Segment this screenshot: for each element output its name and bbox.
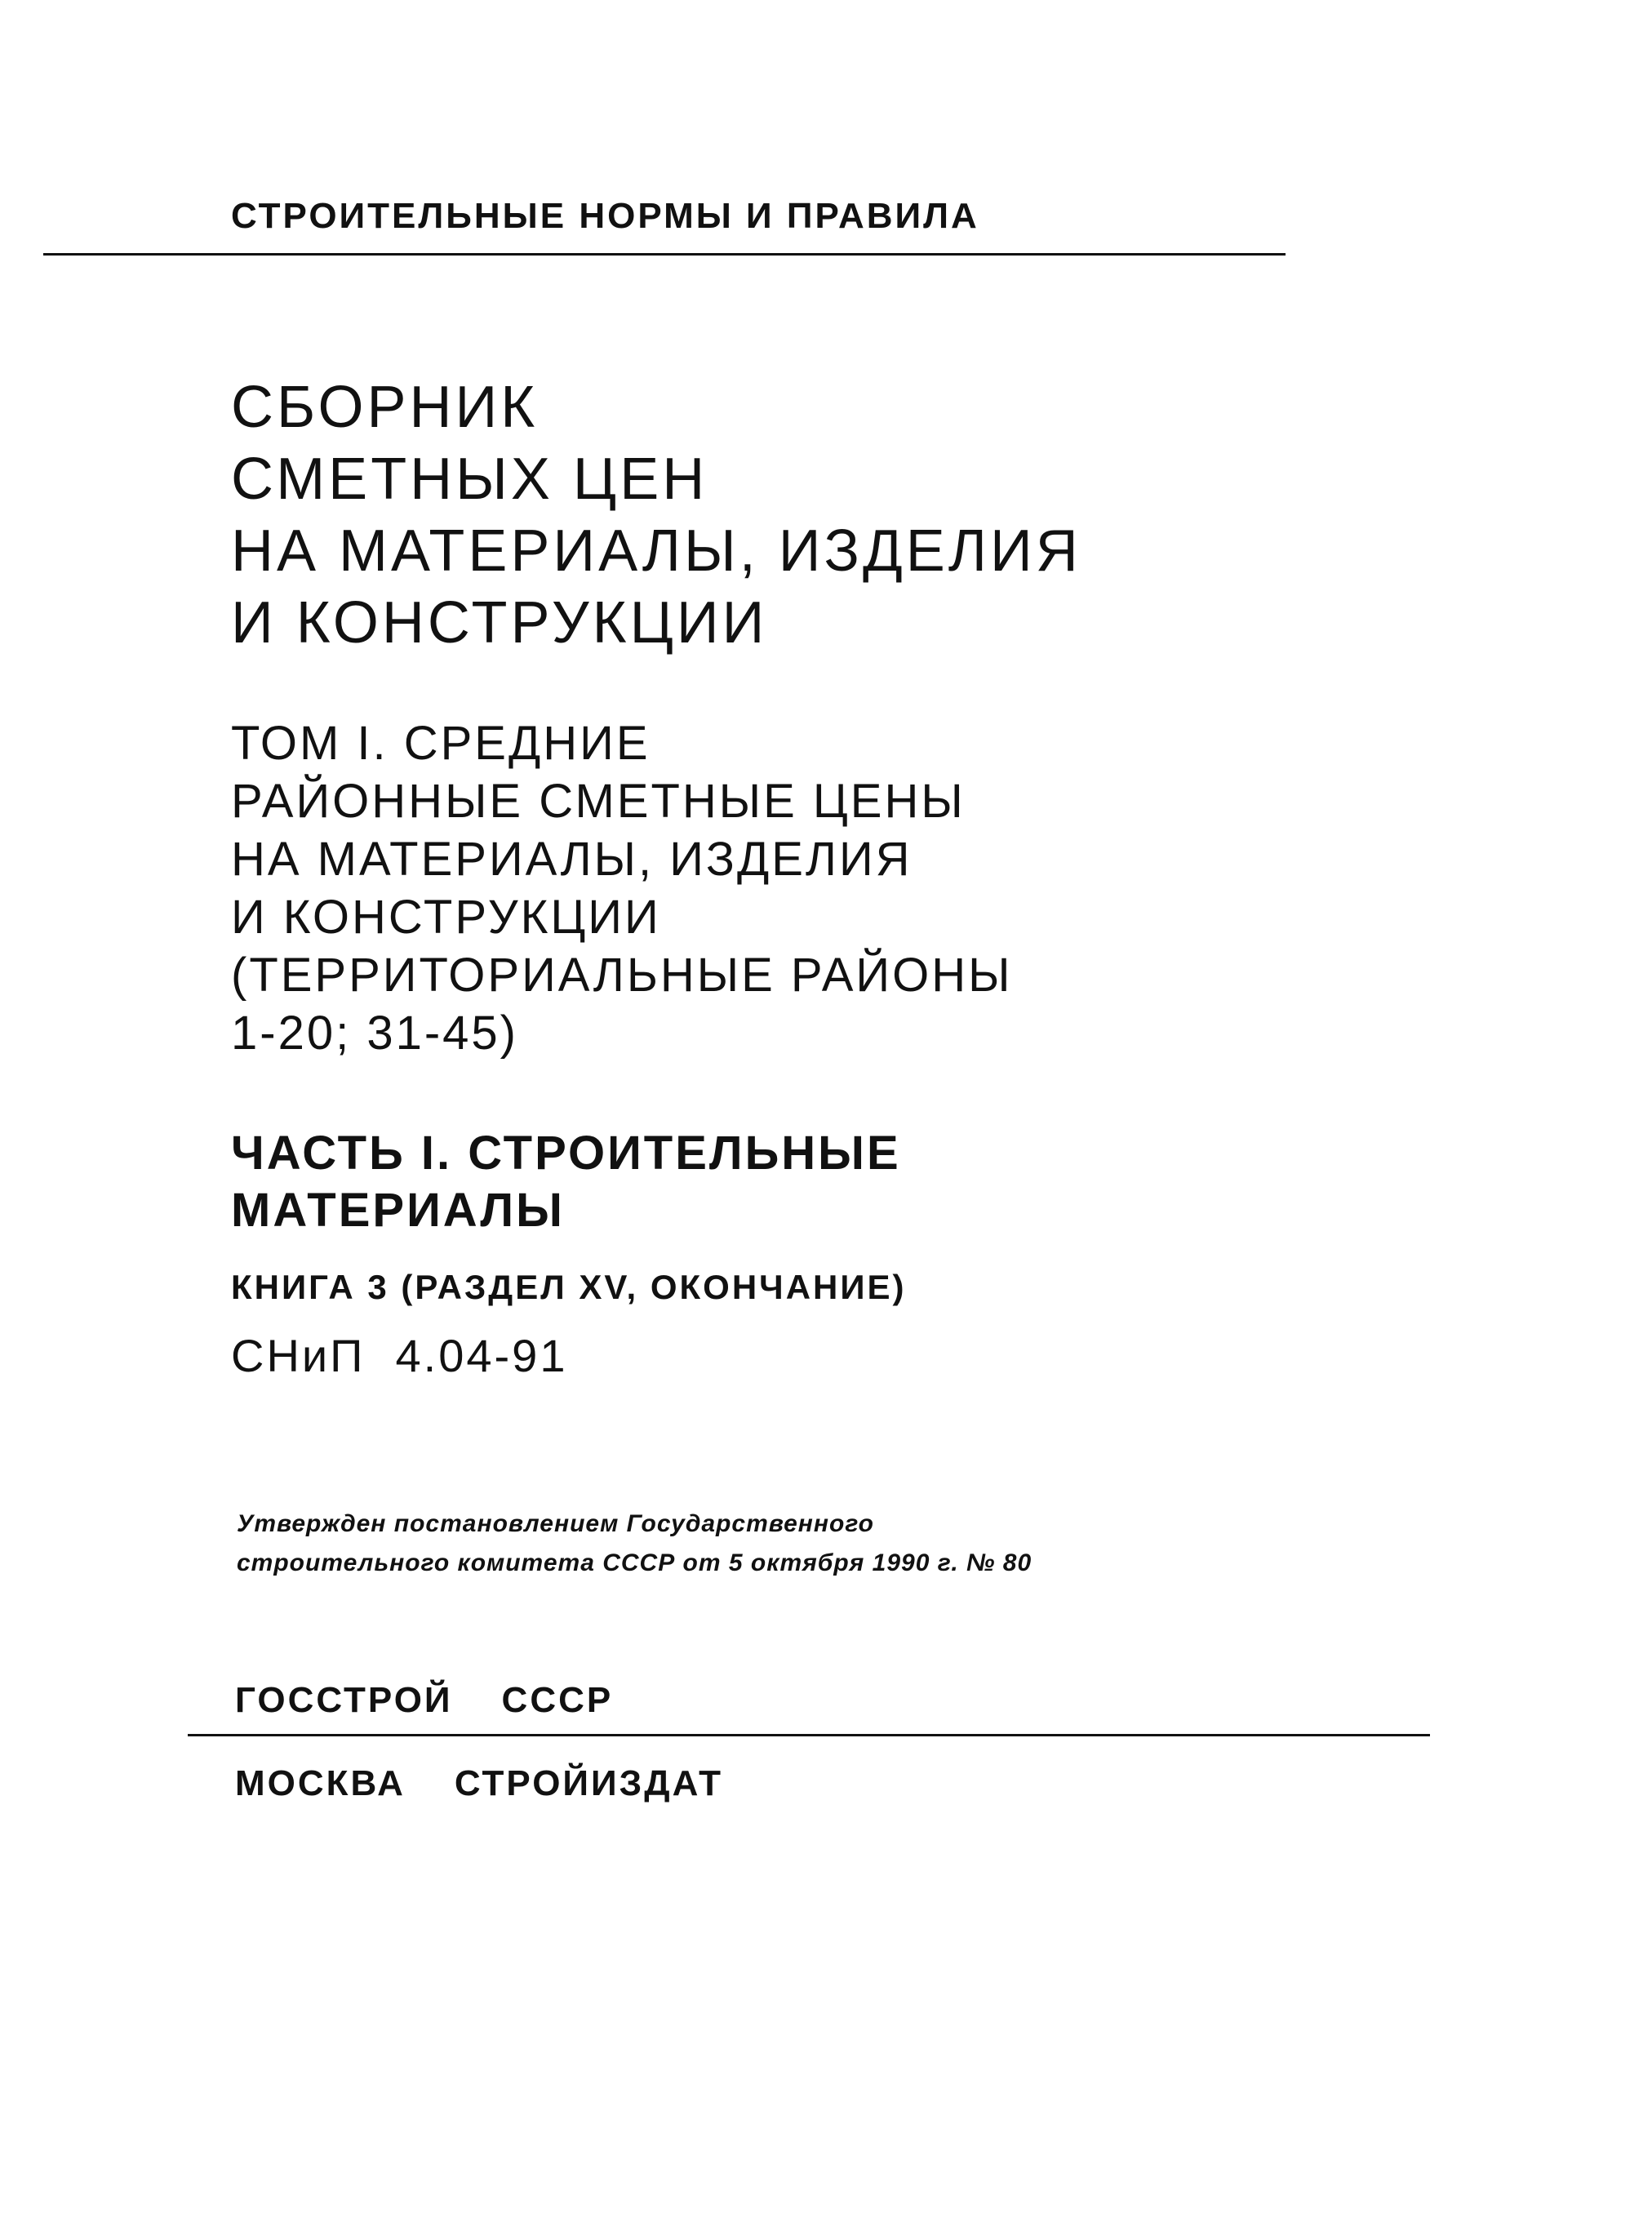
- publisher-city-line: [235, 1763, 723, 1804]
- series-header: СТРОИТЕЛЬНЫЕ НОРМЫ И ПРАВИЛА: [231, 196, 979, 236]
- publisher-house: СТРОЙИЗДАТ: [454, 1763, 724, 1803]
- main-title-line: СМЕТНЫХ ЦЕН: [231, 447, 708, 512]
- volume-title-line: НА МАТЕРИАЛЫ, ИЗДЕЛИЯ: [231, 833, 913, 886]
- volume-title-line: 1-20; 31-45): [231, 1007, 518, 1060]
- approval-note: [237, 1505, 1032, 1583]
- volume-title: [231, 714, 1012, 1062]
- bottom-rule: [188, 1734, 1430, 1736]
- main-title-line: НА МАТЕРИАЛЫ, ИЗДЕЛИЯ: [231, 518, 1081, 584]
- publisher-country: СССР: [501, 1680, 614, 1720]
- part-title-line: МАТЕРИАЛЫ: [231, 1184, 565, 1237]
- volume-title-line: ТОМ I. СРЕДНИЕ: [231, 717, 651, 770]
- book-title: КНИГА 3 (РАЗДЕЛ XV, ОКОНЧАНИЕ): [231, 1268, 907, 1306]
- publisher-org-line: [235, 1680, 613, 1721]
- main-title: [231, 371, 1081, 659]
- publisher-org: ГОССТРОЙ: [235, 1680, 453, 1720]
- volume-title-line: И КОНСТРУКЦИИ: [231, 891, 661, 944]
- volume-title-line: (ТЕРРИТОРИАЛЬНЫЕ РАЙОНЫ: [231, 949, 1013, 1002]
- approval-line: Утвержден постановлением Государственного: [237, 1510, 874, 1537]
- volume-title-line: РАЙОННЫЕ СМЕТНЫЕ ЦЕНЫ: [231, 775, 966, 828]
- publisher-city: МОСКВА: [235, 1763, 406, 1803]
- main-title-line: И КОНСТРУКЦИИ: [231, 590, 768, 656]
- top-rule: [43, 253, 1286, 256]
- approval-line: строительного комитета СССР от 5 октября 1990 г. № 80: [237, 1549, 1032, 1576]
- part-title-line: ЧАСТЬ I. СТРОИТЕЛЬНЫЕ: [231, 1127, 901, 1180]
- part-title: [231, 1125, 901, 1239]
- main-title-line: СБОРНИК: [231, 375, 539, 440]
- snip-code: СНиП 4.04-91: [231, 1330, 568, 1381]
